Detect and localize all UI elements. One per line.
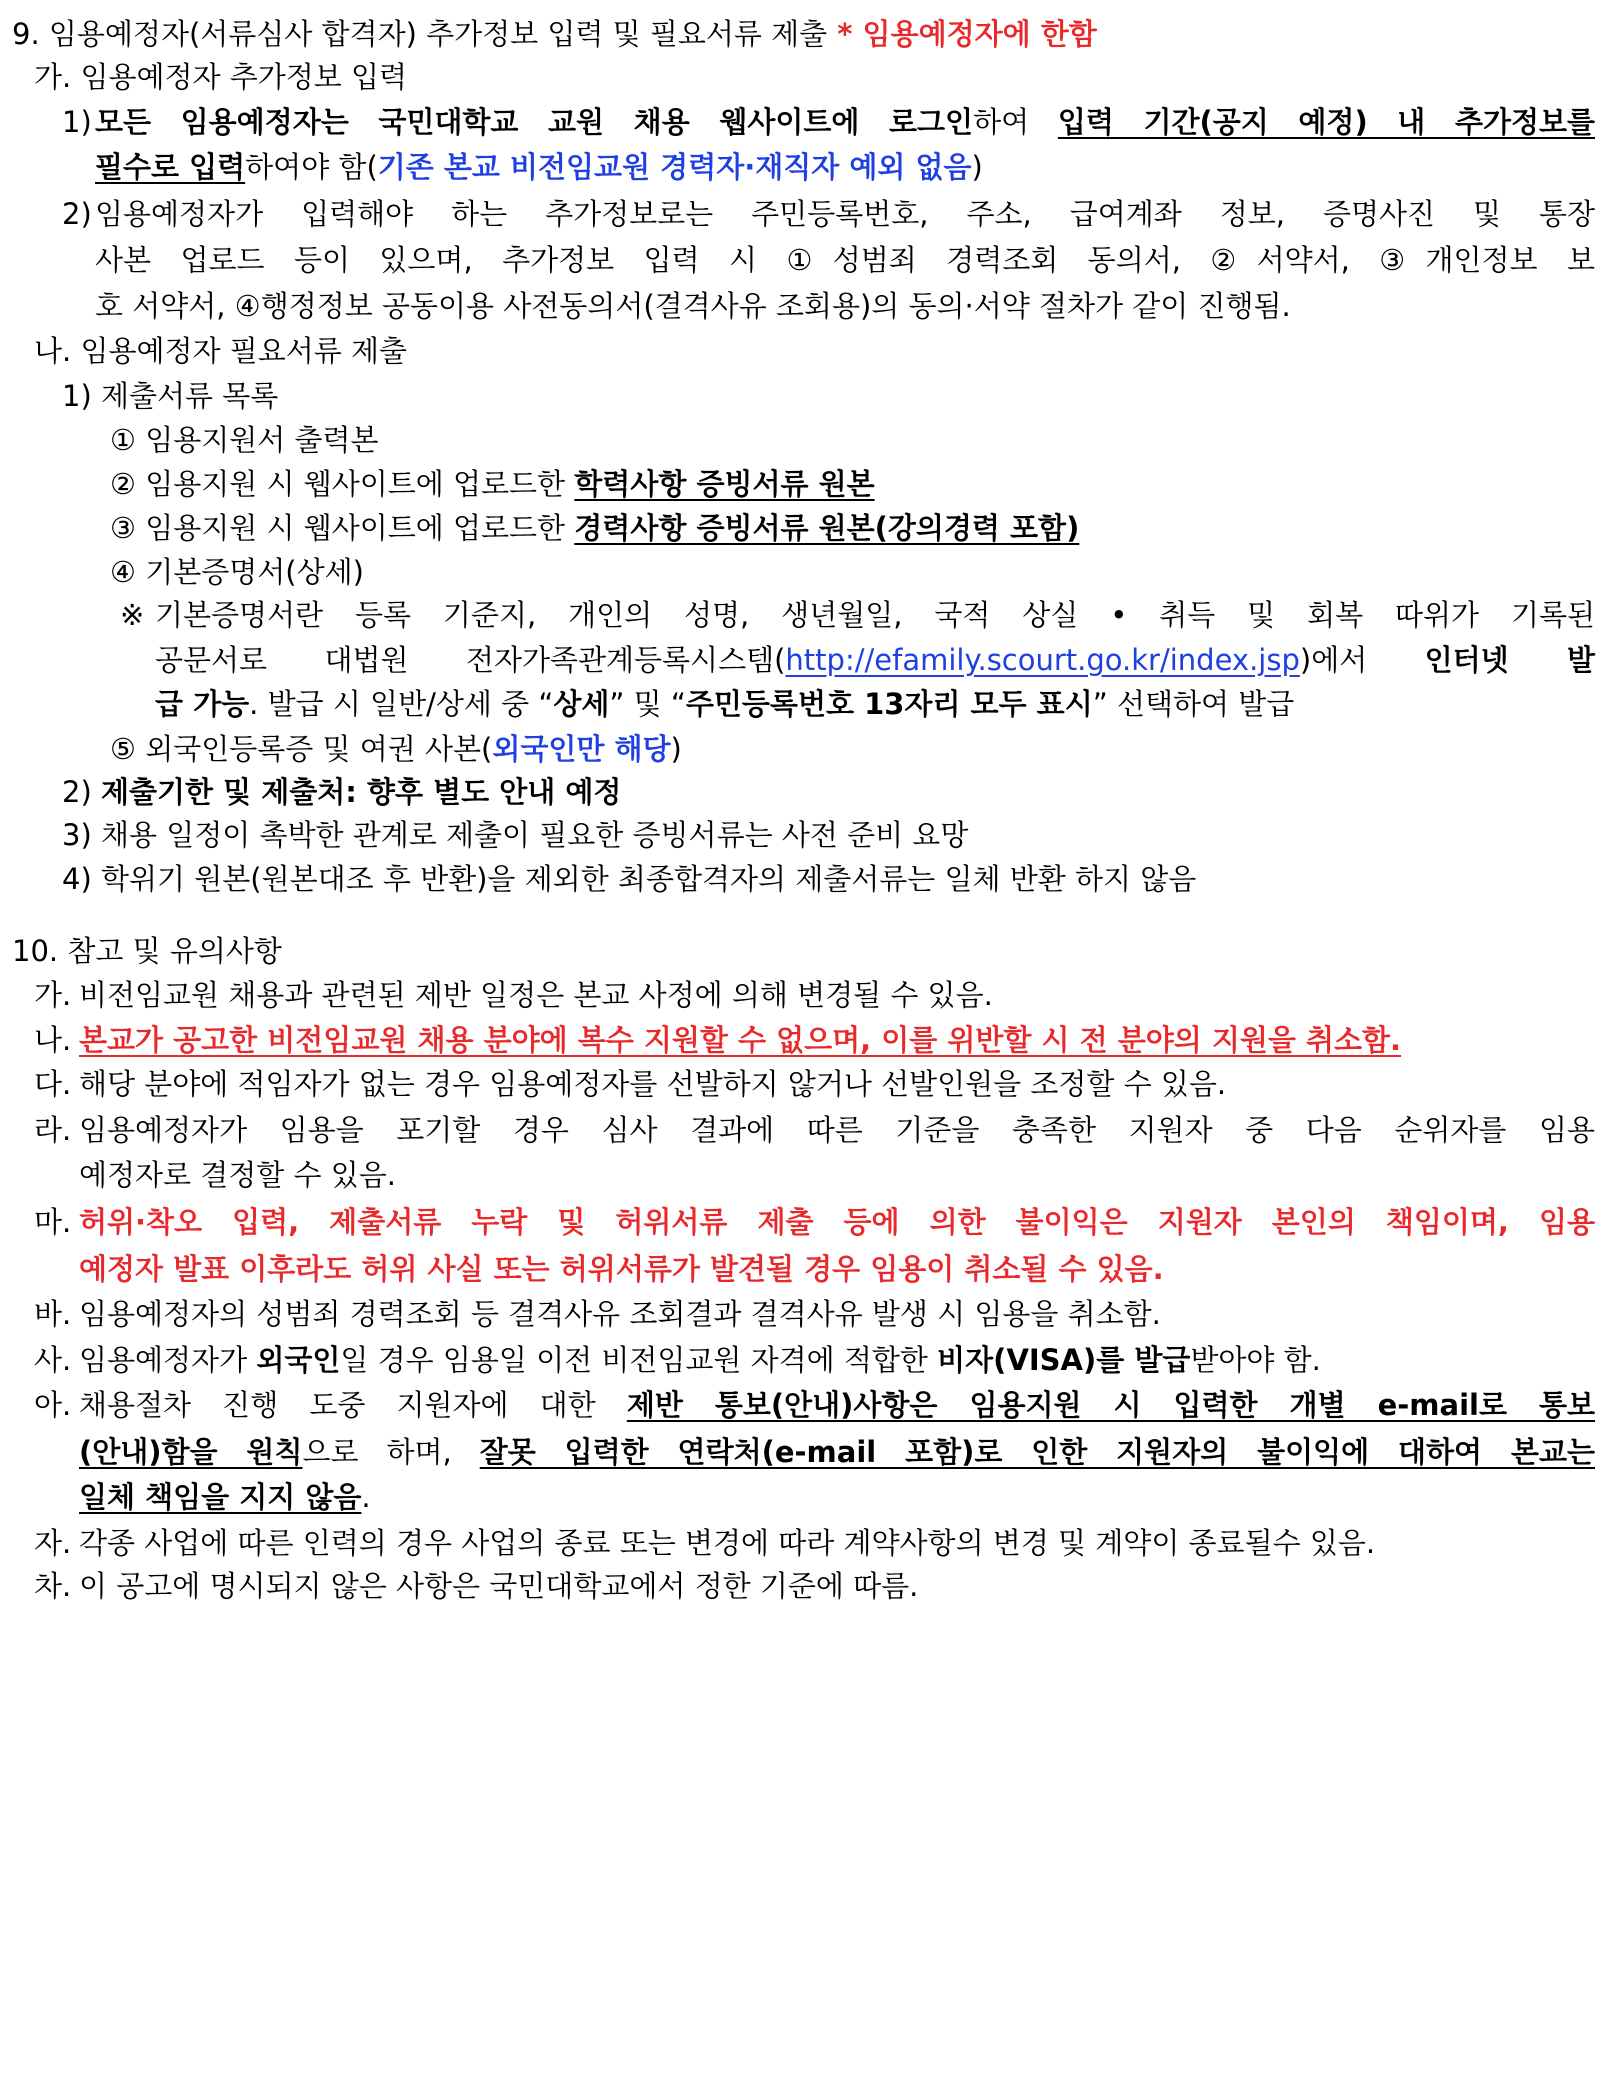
sec10-ma-label: 마. xyxy=(34,1205,72,1239)
sec10-na-text: 본교가 공고한 비전임교원 채용 분야에 복수 지원할 수 없으며, 이를 위반할 시 전 분야의 지원을 취소함. xyxy=(79,1023,1402,1057)
sec10-ga-label: 가. xyxy=(34,978,72,1012)
section-9-title-note: * 임용예정자에 한함 xyxy=(827,17,1097,51)
sec10-ja-text: 각종 사업에 따른 인력의 경우 사업의 종료 또는 변경에 따라 계약사항의 변경 및 계약이 종료될수 있음. xyxy=(79,1526,1376,1560)
sec9-ga-item1-line2: 필수로 입력하여야 함(기존 본교 비전임교원 경력자·재직자 예외 없음) xyxy=(95,150,983,184)
doc-list-item-3: ③ 임용지원 시 웹사이트에 업로드한 경력사항 증빙서류 원본(강의경력 포함) xyxy=(110,511,1080,545)
sec9-ga-item2-number: 2) xyxy=(62,197,92,231)
doc-list-item-1: ① 임용지원서 출력본 xyxy=(110,423,379,457)
sec10-ja-label: 자. xyxy=(34,1526,72,1560)
sec10-aa-label: 아. xyxy=(34,1388,72,1422)
sec10-ma-line2: 예정자 발표 이후라도 허위 사실 또는 허위서류가 발견될 경우 임용이 취소될 수 있음. xyxy=(79,1252,1164,1286)
sec10-da-label: 다. xyxy=(34,1067,72,1101)
sec10-sa-label: 사. xyxy=(34,1343,72,1377)
sec9-ga-item1-line1: 모든 임용예정자는 국민대학교 교원 채용 웹사이트에 로그인하여 입력 기간(공지 예정) 내 추가정보를 xyxy=(95,105,1596,139)
sec10-ra-line1: 임용예정자가 임용을 포기할 경우 심사 결과에 따른 기준을 충족한 지원자 중 다음 순위자를 임용 xyxy=(79,1113,1595,1147)
sec9-ga-item2-line1: 임용예정자가 입력해야 하는 추가정보로는 주민등록번호, 주소, 급여계좌 정보, 증명사진 및 통장 xyxy=(95,197,1595,231)
efamily-link[interactable]: http://efamily.scourt.go.kr/index.jsp xyxy=(785,643,1300,677)
sec9-na-item4: 4) 학위기 원본(원본대조 후 반환)을 제외한 최종합격자의 제출서류는 일체 반환 하지 않음 xyxy=(62,862,1197,896)
sec10-da-text: 해당 분야에 적임자가 없는 경우 임용예정자를 선발하지 않거나 선발인원을 조정할 수 있음. xyxy=(79,1067,1227,1101)
sec10-aa-line1: 채용절차 진행 도중 지원자에 대한 제반 통보(안내)사항은 임용지원 시 입력한 개별 e-mail로 통보 xyxy=(79,1388,1595,1422)
basic-cert-note-line3: 급 가능. 발급 시 일반/상세 중 “상세” 및 “주민등록번호 13자리 모두 표시” 선택하여 발급 xyxy=(155,687,1295,721)
sec9-na-heading: 나. 임용예정자 필요서류 제출 xyxy=(34,334,408,368)
basic-cert-note-line2: 공문서로 대법원 전자가족관계등록시스템(http://efamily.scourt.go.kr/index.jsp)에서 인터넷 발 xyxy=(155,643,1595,677)
sec10-ra-line2: 예정자로 결정할 수 있음. xyxy=(79,1158,397,1192)
sec10-aa-line2: (안내)함을 원칙으로 하며, 잘못 입력한 연락처(e-mail 포함)로 인한 지원자의 불이익에 대하여 본교는 xyxy=(79,1435,1595,1469)
basic-cert-note-line1: 기본증명서란 등록 기준지, 개인의 성명, 생년월일, 국적 상실 • 취득 및 회복 따위가 기록된 xyxy=(155,598,1595,632)
sec9-na-item1-heading: 1) 제출서류 목록 xyxy=(62,379,279,413)
sec10-ra-label: 라. xyxy=(34,1113,72,1147)
sec10-aa-line3: 일체 책임을 지지 않음. xyxy=(79,1480,371,1514)
sec10-ma-line1: 허위·착오 입력, 제출서류 누락 및 허위서류 제출 등에 의한 불이익은 지원자 본인의 책임이며, 임용 xyxy=(79,1205,1595,1239)
sec10-na-label: 나. xyxy=(34,1023,72,1057)
sec9-na-item2: 2) 제출기한 및 제출처: 향후 별도 안내 예정 xyxy=(62,775,622,809)
section-10-title: 10. 참고 및 유의사항 xyxy=(12,934,282,968)
sec9-ga-item2-line3: 호 서약서, ④행정정보 공동이용 사전동의서(결격사유 조회용)의 동의·서약 절차가 같이 진행됨. xyxy=(95,289,1291,323)
sec10-cha-label: 차. xyxy=(34,1569,72,1603)
sec9-ga-item1-number: 1) xyxy=(62,105,92,139)
sec10-sa-text: 임용예정자가 외국인일 경우 임용일 이전 비전임교원 자격에 적합한 비자(VISA)를 발급받아야 함. xyxy=(79,1343,1321,1377)
sec9-ga-item2-line2: 사본 업로드 등이 있으며, 추가정보 입력 시 ①성범죄 경력조회 동의서, ②서약서, ③개인정보 보 xyxy=(95,243,1595,277)
doc-list-item-2: ② 임용지원 시 웹사이트에 업로드한 학력사항 증빙서류 원본 xyxy=(110,467,875,501)
sec9-ga-heading: 가. 임용예정자 추가정보 입력 xyxy=(34,60,408,94)
doc-list-item-5: ⑤ 외국인등록증 및 여권 사본(외국인만 해당) xyxy=(110,732,682,766)
reference-mark: ※ xyxy=(120,598,145,632)
sec10-ba-label: 바. xyxy=(34,1297,72,1331)
sec10-ba-text: 임용예정자의 성범죄 경력조회 등 결격사유 조회결과 결격사유 발생 시 임용을 취소함. xyxy=(79,1297,1161,1331)
sec10-cha-text: 이 공고에 명시되지 않은 사항은 국민대학교에서 정한 기준에 따름. xyxy=(79,1569,919,1603)
sec10-ga-text: 비전임교원 채용과 관련된 제반 일정은 본교 사정에 의해 변경될 수 있음. xyxy=(79,978,993,1012)
doc-list-item-4: ④ 기본증명서(상세) xyxy=(110,555,364,589)
sec9-na-item3: 3) 채용 일정이 촉박한 관계로 제출이 필요한 증빙서류는 사전 준비 요망 xyxy=(62,818,969,852)
section-9-title: 9. 임용예정자(서류심사 합격자) 추가정보 입력 및 필요서류 제출 xyxy=(12,17,828,51)
